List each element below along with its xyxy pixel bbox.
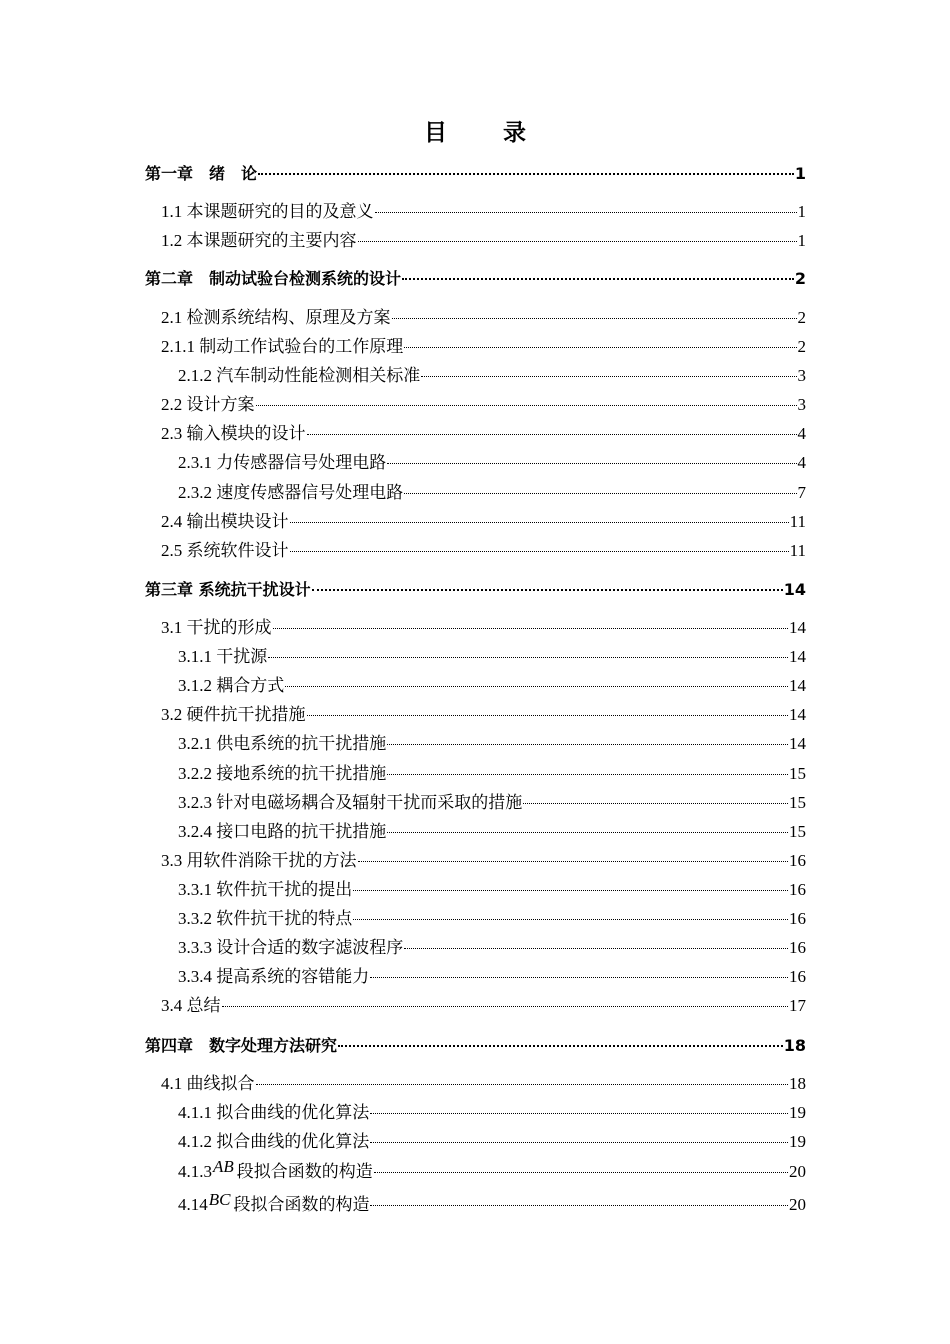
dot-leader bbox=[370, 1141, 788, 1143]
toc-entry bbox=[178, 820, 806, 844]
toc-page-number: 16 bbox=[789, 938, 806, 957]
toc-page-number: 19 bbox=[789, 1103, 806, 1122]
toc-page-number: 14 bbox=[783, 580, 806, 599]
toc-page-number: 20 bbox=[789, 1195, 806, 1214]
dot-leader bbox=[353, 889, 788, 891]
dot-leader bbox=[338, 1044, 783, 1047]
toc-entry-label: 3.2.4 接口电路的抗干扰措施 bbox=[178, 822, 387, 841]
dot-leader bbox=[370, 976, 788, 978]
toc-entry-label: 2.3.1 力传感器信号处理电路 bbox=[178, 453, 387, 472]
toc-entry bbox=[161, 1072, 806, 1096]
toc-entry-label: 4.1 曲线拟合 bbox=[161, 1074, 255, 1093]
toc-page-number: 18 bbox=[783, 1036, 806, 1055]
toc-chapter-entry bbox=[145, 162, 806, 186]
toc-entry bbox=[161, 994, 806, 1018]
toc-entry bbox=[161, 306, 806, 330]
toc-entry-label: 第一章 绪 论 bbox=[145, 164, 258, 183]
toc-entry-label: 2.4 输出模块设计 bbox=[161, 512, 289, 531]
dot-leader bbox=[387, 462, 796, 464]
toc-entry-label: 3.2.3 针对电磁场耦合及辐射干扰而采取的措施 bbox=[178, 793, 523, 812]
dot-leader bbox=[421, 375, 796, 377]
toc-entry bbox=[161, 229, 806, 253]
toc-entry bbox=[178, 965, 806, 989]
toc-entry-label: 2.1.1 制动工作试验台的工作原理 bbox=[161, 337, 404, 356]
dot-leader bbox=[387, 743, 788, 745]
toc-entry-label: 2.5 系统软件设计 bbox=[161, 541, 289, 560]
toc-entry bbox=[161, 539, 806, 563]
toc-page-number: 3 bbox=[797, 395, 806, 414]
toc-entry bbox=[178, 1101, 806, 1125]
toc-page-number: 1 bbox=[797, 202, 806, 221]
toc-entry-text: 段拟合函数的构造 bbox=[236, 1162, 373, 1181]
toc-page-number: 16 bbox=[789, 851, 806, 870]
toc-entry bbox=[178, 451, 806, 475]
toc-entry-label: 3.2.2 接地系统的抗干扰措施 bbox=[178, 764, 387, 783]
dot-leader bbox=[374, 1171, 788, 1173]
toc-entry-label: 4.1.2 拟合曲线的优化算法 bbox=[178, 1132, 370, 1151]
dot-leader bbox=[404, 947, 788, 949]
dot-leader bbox=[358, 860, 789, 862]
toc-entry bbox=[161, 422, 806, 446]
dot-leader bbox=[404, 346, 796, 348]
toc-entry bbox=[178, 878, 806, 902]
toc-entry bbox=[161, 335, 806, 359]
toc-entry-label bbox=[178, 1190, 370, 1217]
toc-entry bbox=[178, 645, 806, 669]
toc-entry bbox=[178, 762, 806, 786]
toc-page-number: 11 bbox=[789, 541, 806, 560]
toc-entry bbox=[178, 791, 806, 815]
toc-entry bbox=[161, 703, 806, 727]
dot-leader bbox=[404, 492, 796, 494]
toc-entry bbox=[161, 200, 806, 224]
toc-page-number: 14 bbox=[789, 734, 806, 753]
toc-entry bbox=[178, 1130, 806, 1154]
toc-page-number: 16 bbox=[789, 880, 806, 899]
toc-entry-label: 2.1.2 汽车制动性能检测相关标准 bbox=[178, 366, 421, 385]
toc-entry-label: 1.2 本课题研究的主要内容 bbox=[161, 231, 357, 250]
dot-leader bbox=[375, 211, 797, 213]
toc-entry-label: 2.1 检测系统结构、原理及方案 bbox=[161, 308, 391, 327]
dot-leader bbox=[312, 588, 783, 591]
toc-entry-label: 3.1 干扰的形成 bbox=[161, 618, 272, 637]
toc-page-number: 19 bbox=[789, 1132, 806, 1151]
dot-leader bbox=[353, 918, 788, 920]
toc-entry-label: 3.3 用软件消除干扰的方法 bbox=[161, 851, 357, 870]
toc-entry-text: 段拟合函数的构造 bbox=[233, 1195, 370, 1214]
toc-entry bbox=[178, 1190, 806, 1217]
dot-leader bbox=[307, 714, 789, 716]
toc-entry-number: 4.14 bbox=[178, 1195, 208, 1214]
toc-entry-label: 第二章 制动试验台检测系统的设计 bbox=[145, 269, 402, 288]
toc-chapter-entry bbox=[145, 578, 806, 602]
toc-entry bbox=[178, 936, 806, 960]
dot-leader bbox=[258, 172, 794, 175]
toc-entry bbox=[178, 364, 806, 388]
toc-entry-label: 2.2 设计方案 bbox=[161, 395, 255, 414]
toc-entry-label: 3.3.2 软件抗干扰的特点 bbox=[178, 909, 353, 928]
toc-entry-label: 3.4 总结 bbox=[161, 996, 221, 1015]
toc-page-number: 16 bbox=[789, 909, 806, 928]
toc-entry bbox=[161, 510, 806, 534]
toc-page-number: 15 bbox=[789, 764, 806, 783]
toc-page-number: 2 bbox=[794, 269, 806, 288]
toc-chapter-entry bbox=[145, 1034, 806, 1058]
dot-leader bbox=[256, 1083, 789, 1085]
toc-page-number: 20 bbox=[789, 1162, 806, 1181]
toc-entry bbox=[178, 907, 806, 931]
toc-entry-label: 4.1.1 拟合曲线的优化算法 bbox=[178, 1103, 370, 1122]
toc-entry-label: 1.1 本课题研究的目的及意义 bbox=[161, 202, 374, 221]
toc-entry-label: 第三章 系统抗干扰设计 bbox=[145, 580, 311, 599]
toc-page-number: 14 bbox=[789, 647, 806, 666]
toc-entry-label bbox=[178, 1157, 373, 1184]
toc-entry-label: 2.3.2 速度传感器信号处理电路 bbox=[178, 483, 404, 502]
dot-leader bbox=[290, 521, 789, 523]
toc-page-number: 14 bbox=[789, 618, 806, 637]
toc-page-number: 18 bbox=[789, 1074, 806, 1093]
toc-entry bbox=[161, 616, 806, 640]
toc-page-number: 1 bbox=[794, 164, 806, 183]
toc-page-number: 15 bbox=[789, 822, 806, 841]
dot-leader bbox=[273, 627, 789, 629]
dot-leader bbox=[370, 1112, 788, 1114]
toc-page-number: 4 bbox=[797, 453, 806, 472]
dot-leader bbox=[387, 831, 788, 833]
toc-entry-label: 3.1.2 耦合方式 bbox=[178, 676, 285, 695]
toc-entry bbox=[178, 674, 806, 698]
title-char-2: 录 bbox=[503, 120, 526, 146]
dot-leader bbox=[222, 1005, 789, 1007]
toc-page-number: 17 bbox=[789, 996, 806, 1015]
dot-leader bbox=[268, 656, 788, 658]
toc-entry-label: 3.3.1 软件抗干扰的提出 bbox=[178, 880, 353, 899]
toc-entry bbox=[161, 849, 806, 873]
toc-page-number: 2 bbox=[797, 337, 806, 356]
dot-leader bbox=[307, 433, 797, 435]
dot-leader bbox=[358, 240, 797, 242]
toc-entry-math: AB bbox=[213, 1157, 234, 1176]
dot-leader bbox=[523, 802, 788, 804]
toc-page-number: 15 bbox=[789, 793, 806, 812]
toc-page-number: 11 bbox=[789, 512, 806, 531]
toc-page-number: 3 bbox=[797, 366, 806, 385]
toc-entry-label: 3.3.3 设计合适的数字滤波程序 bbox=[178, 938, 404, 957]
toc-entry-label: 3.2 硬件抗干扰措施 bbox=[161, 705, 306, 724]
toc-page-number: 16 bbox=[789, 967, 806, 986]
dot-leader bbox=[392, 317, 797, 319]
toc-entry bbox=[161, 393, 806, 417]
title-char-1: 目 bbox=[424, 120, 447, 146]
dot-leader bbox=[370, 1204, 788, 1206]
toc-entry bbox=[178, 1157, 806, 1184]
toc-entry-math: BC bbox=[208, 1190, 231, 1209]
toc-entry-label: 3.1.1 干扰源 bbox=[178, 647, 268, 666]
dot-leader bbox=[290, 550, 789, 552]
toc-chapter-entry bbox=[145, 267, 806, 291]
toc-entry-number: 4.1.3 bbox=[178, 1162, 212, 1181]
toc-entry-label: 第四章 数字处理方法研究 bbox=[145, 1036, 338, 1055]
toc-page-number: 14 bbox=[789, 705, 806, 724]
toc-page-number: 2 bbox=[797, 308, 806, 327]
dot-leader bbox=[256, 404, 797, 406]
toc-entry-label: 3.3.4 提高系统的容错能力 bbox=[178, 967, 370, 986]
toc-page-number: 14 bbox=[789, 676, 806, 695]
toc-entry-label: 3.2.1 供电系统的抗干扰措施 bbox=[178, 734, 387, 753]
dot-leader bbox=[402, 277, 794, 280]
dot-leader bbox=[285, 685, 788, 687]
toc-entry bbox=[178, 481, 806, 505]
toc-entry-label: 2.3 输入模块的设计 bbox=[161, 424, 306, 443]
toc-page-number: 7 bbox=[797, 483, 806, 502]
toc-page-number: 1 bbox=[797, 231, 806, 250]
dot-leader bbox=[387, 773, 788, 775]
toc-entry bbox=[178, 732, 806, 756]
toc-page-number: 4 bbox=[797, 424, 806, 443]
